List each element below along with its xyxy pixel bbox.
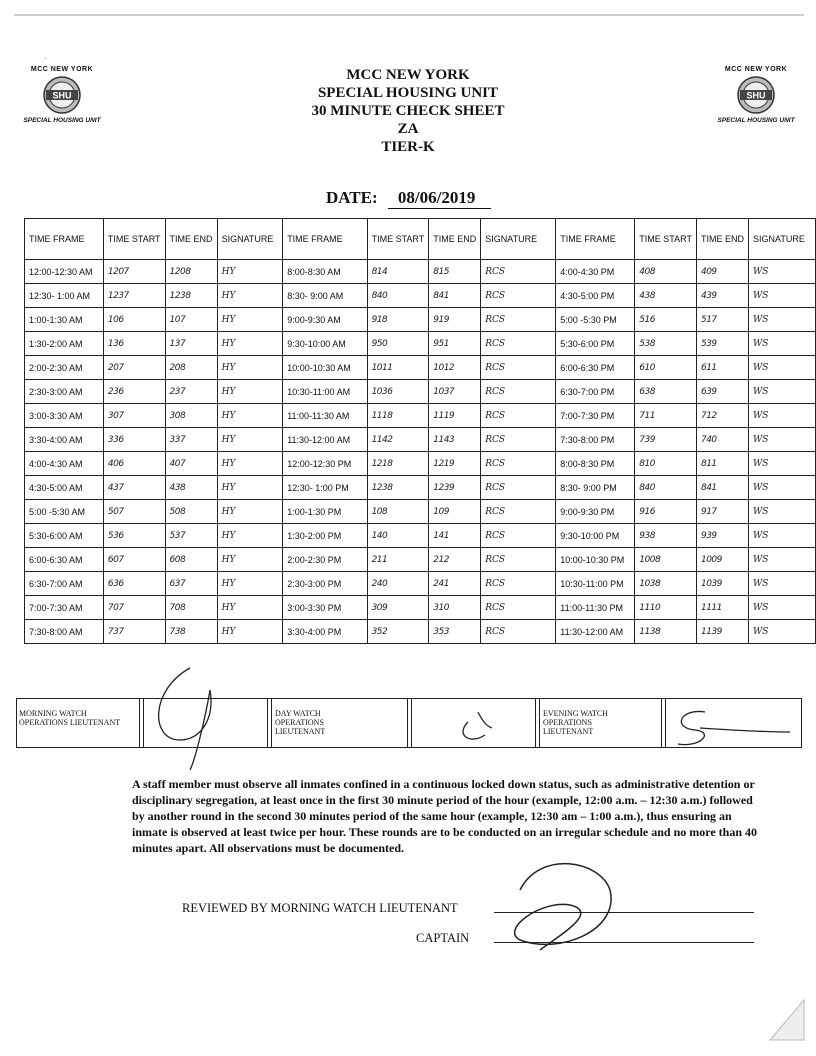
time-start-cell: 438	[635, 284, 697, 308]
signature-cell: HY	[217, 476, 283, 500]
signature-cell: WS	[748, 452, 815, 476]
time-frame-cell: 12:30- 1:00 PM	[283, 476, 367, 500]
signature-cell: HY	[217, 524, 283, 548]
time-end-cell: 611	[696, 356, 748, 380]
day-signature-mark	[463, 712, 492, 739]
time-frame-cell: 3:00-3:30 PM	[283, 596, 367, 620]
time-frame-cell: 2:30-3:00 AM	[25, 380, 104, 404]
signature-cell: WS	[748, 524, 815, 548]
time-frame-cell: 6:00-6:30 AM	[25, 548, 104, 572]
time-end-cell: 1012	[429, 356, 481, 380]
time-frame-cell: 2:00-2:30 AM	[25, 356, 104, 380]
time-end-cell: 815	[429, 260, 481, 284]
time-frame-cell: 10:00-10:30 PM	[556, 548, 635, 572]
time-start-cell: 140	[367, 524, 429, 548]
time-frame-cell: 3:00-3:30 AM	[25, 404, 104, 428]
signature-cell: WS	[748, 332, 815, 356]
signature-cell: WS	[748, 572, 815, 596]
reviewed-by-label: REVIEWED BY MORNING WATCH LIEUTENANT	[182, 901, 458, 915]
time-end-cell: 141	[429, 524, 481, 548]
time-frame-cell: 12:30- 1:00 AM	[25, 284, 104, 308]
time-frame-cell: 8:00-8:30 PM	[556, 452, 635, 476]
time-end-cell: 1139	[696, 620, 748, 644]
time-end-cell: 1009	[696, 548, 748, 572]
time-frame-cell: 9:30-10:00 AM	[283, 332, 367, 356]
time-end-cell: 212	[429, 548, 481, 572]
column-header: TIME START	[367, 219, 429, 260]
time-end-cell: 337	[165, 428, 217, 452]
time-start-cell: 1110	[635, 596, 697, 620]
time-frame-cell: 9:30-10:00 PM	[556, 524, 635, 548]
time-frame-cell: 8:30- 9:00 PM	[556, 476, 635, 500]
time-start-cell: 814	[367, 260, 429, 284]
time-start-cell: 236	[103, 380, 165, 404]
time-frame-cell: 5:30-6:00 PM	[556, 332, 635, 356]
time-frame-cell: 4:00-4:30 PM	[556, 260, 635, 284]
signature-cell: RCS	[481, 620, 556, 644]
header-line-3: 30 MINUTE CHECK SHEET	[311, 103, 505, 119]
time-frame-cell: 5:00 -5:30 PM	[556, 308, 635, 332]
time-end-cell: 439	[696, 284, 748, 308]
signature-cell: RCS	[481, 356, 556, 380]
time-frame-cell: 9:00-9:30 PM	[556, 500, 635, 524]
signature-cell: HY	[217, 572, 283, 596]
policy-notice: A staff member must observe all inmates confined in a continuous locked down status, such as administrative detention or disciplinary segregation, at least once in the first 30 minute period of the hour (example, 12:00 a.m. – 12:30 a.m.) followed by another round in the second 30 minutes period of the same hour (example, 12:30 am – 1:00 a.m.), thus ensuring an inmate is observed at least twice per hour. These rounds are to be conducted on an irregular schedule and no more than 40 minutes apart. All observations must be documented.	[132, 777, 758, 855]
time-frame-cell: 10:30-11:00 PM	[556, 572, 635, 596]
signature-cell: HY	[217, 332, 283, 356]
time-end-cell: 1039	[696, 572, 748, 596]
date-value: 08/06/2019	[388, 188, 491, 209]
time-end-cell: 712	[696, 404, 748, 428]
time-frame-cell: 1:30-2:00 AM	[25, 332, 104, 356]
column-header: TIME START	[103, 219, 165, 260]
time-end-cell: 740	[696, 428, 748, 452]
column-header: TIME END	[696, 219, 748, 260]
time-end-cell: 208	[165, 356, 217, 380]
header-line-5: TIER-K	[381, 139, 435, 155]
logo-left-top-text: MCC NEW YORK	[30, 66, 94, 73]
time-end-cell: 1219	[429, 452, 481, 476]
time-frame-cell: 2:00-2:30 PM	[283, 548, 367, 572]
time-end-cell: 1239	[429, 476, 481, 500]
time-start-cell: 1142	[367, 428, 429, 452]
signature-cell: RCS	[481, 284, 556, 308]
time-end-cell: 1238	[165, 284, 217, 308]
time-start-cell: 1038	[635, 572, 697, 596]
time-frame-cell: 4:30-5:00 AM	[25, 476, 104, 500]
time-end-cell: 109	[429, 500, 481, 524]
time-start-cell: 352	[367, 620, 429, 644]
time-start-cell: 136	[103, 332, 165, 356]
scan-speck: ·	[44, 54, 47, 63]
time-start-cell: 408	[635, 260, 697, 284]
time-frame-cell: 1:00-1:30 PM	[283, 500, 367, 524]
header-line-1: MCC NEW YORK	[346, 67, 470, 83]
reviewed-by-signature-line	[494, 912, 754, 913]
column-header: TIME FRAME	[556, 219, 635, 260]
column-header: SIGNATURE	[481, 219, 556, 260]
time-end-cell: 637	[165, 572, 217, 596]
signature-cell: RCS	[481, 260, 556, 284]
signature-cell: HY	[217, 356, 283, 380]
signature-cell: RCS	[481, 524, 556, 548]
time-frame-cell: 11:30-12:00 AM	[556, 620, 635, 644]
time-start-cell: 437	[103, 476, 165, 500]
time-frame-cell: 7:30-8:00 AM	[25, 620, 104, 644]
signature-cell: WS	[748, 500, 815, 524]
time-end-cell: 353	[429, 620, 481, 644]
time-frame-cell: 11:00-11:30 AM	[283, 404, 367, 428]
time-start-cell: 106	[103, 308, 165, 332]
time-end-cell: 310	[429, 596, 481, 620]
time-frame-cell: 6:30-7:00 AM	[25, 572, 104, 596]
time-start-cell: 840	[635, 476, 697, 500]
header-line-4: ZA	[397, 121, 419, 137]
time-start-cell: 610	[635, 356, 697, 380]
time-end-cell: 1208	[165, 260, 217, 284]
time-start-cell: 737	[103, 620, 165, 644]
time-end-cell: 939	[696, 524, 748, 548]
time-frame-cell: 12:00-12:30 AM	[25, 260, 104, 284]
time-start-cell: 1118	[367, 404, 429, 428]
time-frame-cell: 1:00-1:30 AM	[25, 308, 104, 332]
time-end-cell: 917	[696, 500, 748, 524]
time-end-cell: 407	[165, 452, 217, 476]
signature-cell: HY	[217, 308, 283, 332]
signature-cell: RCS	[481, 404, 556, 428]
time-start-cell: 507	[103, 500, 165, 524]
time-frame-cell: 9:00-9:30 AM	[283, 308, 367, 332]
column-header: TIME START	[635, 219, 697, 260]
signature-cell: HY	[217, 404, 283, 428]
time-start-cell: 607	[103, 548, 165, 572]
signature-cell: RCS	[481, 428, 556, 452]
time-frame-cell: 2:30-3:00 PM	[283, 572, 367, 596]
signature-cell: HY	[217, 548, 283, 572]
signature-cell: WS	[748, 260, 815, 284]
evening-signature-mark	[678, 711, 790, 744]
column-header: SIGNATURE	[217, 219, 283, 260]
day-watch-label: DAY WATCH OPERATIONS LIEUTENANT	[275, 709, 326, 736]
signature-cell: RCS	[481, 308, 556, 332]
time-end-cell: 308	[165, 404, 217, 428]
time-start-cell: 309	[367, 596, 429, 620]
column-header: SIGNATURE	[748, 219, 815, 260]
signature-cell: HY	[217, 284, 283, 308]
time-end-cell: 1143	[429, 428, 481, 452]
signature-cell: WS	[748, 428, 815, 452]
time-start-cell: 950	[367, 332, 429, 356]
time-start-cell: 516	[635, 308, 697, 332]
signature-cell: RCS	[481, 452, 556, 476]
time-start-cell: 108	[367, 500, 429, 524]
time-frame-cell: 5:30-6:00 AM	[25, 524, 104, 548]
time-frame-cell: 10:30-11:00 AM	[283, 380, 367, 404]
signature-cell: WS	[748, 380, 815, 404]
time-end-cell: 1119	[429, 404, 481, 428]
time-end-cell: 841	[696, 476, 748, 500]
time-end-cell: 811	[696, 452, 748, 476]
time-end-cell: 237	[165, 380, 217, 404]
column-header: TIME FRAME	[25, 219, 104, 260]
time-frame-cell: 5:00 -5:30 AM	[25, 500, 104, 524]
time-end-cell: 241	[429, 572, 481, 596]
signature-cell: RCS	[481, 572, 556, 596]
time-end-cell: 951	[429, 332, 481, 356]
time-end-cell: 639	[696, 380, 748, 404]
time-frame-cell: 10:00-10:30 AM	[283, 356, 367, 380]
signature-cell: RCS	[481, 476, 556, 500]
time-end-cell: 708	[165, 596, 217, 620]
time-end-cell: 539	[696, 332, 748, 356]
logo-emblem-text: SHU	[746, 90, 766, 101]
signature-cell: WS	[748, 596, 815, 620]
signature-cell: WS	[748, 476, 815, 500]
time-end-cell: 841	[429, 284, 481, 308]
time-start-cell: 536	[103, 524, 165, 548]
time-start-cell: 1238	[367, 476, 429, 500]
time-frame-cell: 7:00-7:30 AM	[25, 596, 104, 620]
signature-cell: WS	[748, 284, 815, 308]
morning-watch-label: MORNING WATCH OPERATIONS LIEUTENANT	[19, 709, 121, 727]
time-end-cell: 409	[696, 260, 748, 284]
time-end-cell: 1111	[696, 596, 748, 620]
time-start-cell: 1218	[367, 452, 429, 476]
time-frame-cell: 4:30-5:00 PM	[556, 284, 635, 308]
time-start-cell: 406	[103, 452, 165, 476]
captain-signature-line	[494, 942, 754, 943]
signature-cell: WS	[748, 308, 815, 332]
time-start-cell: 211	[367, 548, 429, 572]
signature-cell: HY	[217, 500, 283, 524]
time-frame-cell: 8:30- 9:00 AM	[283, 284, 367, 308]
time-start-cell: 336	[103, 428, 165, 452]
time-start-cell: 1036	[367, 380, 429, 404]
time-end-cell: 107	[165, 308, 217, 332]
time-start-cell: 707	[103, 596, 165, 620]
time-start-cell: 538	[635, 332, 697, 356]
time-start-cell: 1237	[103, 284, 165, 308]
time-frame-cell: 11:00-11:30 PM	[556, 596, 635, 620]
signature-cell: HY	[217, 428, 283, 452]
time-frame-cell: 3:30-4:00 PM	[283, 620, 367, 644]
morning-signature-mark	[159, 668, 211, 770]
column-header: TIME FRAME	[283, 219, 367, 260]
signature-cell: RCS	[481, 332, 556, 356]
time-start-cell: 1011	[367, 356, 429, 380]
time-frame-cell: 7:30-8:00 PM	[556, 428, 635, 452]
signature-cell: WS	[748, 548, 815, 572]
time-start-cell: 810	[635, 452, 697, 476]
signature-cell: HY	[217, 596, 283, 620]
signature-cell: RCS	[481, 380, 556, 404]
time-end-cell: 137	[165, 332, 217, 356]
time-end-cell: 508	[165, 500, 217, 524]
time-end-cell: 438	[165, 476, 217, 500]
time-frame-cell: 8:00-8:30 AM	[283, 260, 367, 284]
signature-cell: RCS	[481, 548, 556, 572]
time-frame-cell: 12:00-12:30 PM	[283, 452, 367, 476]
time-start-cell: 739	[635, 428, 697, 452]
time-frame-cell: 4:00-4:30 AM	[25, 452, 104, 476]
signature-cell: RCS	[481, 500, 556, 524]
time-end-cell: 919	[429, 308, 481, 332]
time-end-cell: 1037	[429, 380, 481, 404]
time-start-cell: 938	[635, 524, 697, 548]
time-start-cell: 636	[103, 572, 165, 596]
column-header: TIME END	[165, 219, 217, 260]
time-start-cell: 711	[635, 404, 697, 428]
time-start-cell: 1008	[635, 548, 697, 572]
time-start-cell: 240	[367, 572, 429, 596]
time-start-cell: 1138	[635, 620, 697, 644]
time-end-cell: 517	[696, 308, 748, 332]
header-line-2: SPECIAL HOUSING UNIT	[317, 85, 499, 101]
logo-left-bottom-text: SPECIAL HOUSING UNIT	[23, 117, 101, 124]
logo-emblem-text: SHU	[52, 90, 72, 101]
column-header: TIME END	[429, 219, 481, 260]
time-start-cell: 207	[103, 356, 165, 380]
evening-watch-label: EVENING WATCH OPERATIONS LIEUTENANT	[543, 709, 608, 736]
signature-cell: WS	[748, 356, 815, 380]
signature-cell: WS	[748, 404, 815, 428]
time-frame-cell: 6:30-7:00 PM	[556, 380, 635, 404]
captain-signature-mark	[515, 864, 611, 950]
time-frame-cell: 6:00-6:30 PM	[556, 356, 635, 380]
time-start-cell: 916	[635, 500, 697, 524]
signature-cell: HY	[217, 620, 283, 644]
logo-right-top-text: MCC NEW YORK	[724, 66, 788, 73]
time-frame-cell: 11:30-12:00 AM	[283, 428, 367, 452]
time-frame-cell: 1:30-2:00 PM	[283, 524, 367, 548]
captain-label: CAPTAIN	[416, 931, 470, 945]
time-start-cell: 1207	[103, 260, 165, 284]
signature-cell: HY	[217, 260, 283, 284]
time-frame-cell: 7:00-7:30 PM	[556, 404, 635, 428]
time-end-cell: 537	[165, 524, 217, 548]
time-start-cell: 918	[367, 308, 429, 332]
time-frame-cell: 3:30-4:00 AM	[25, 428, 104, 452]
page-corner-fold	[770, 1000, 804, 1040]
signature-cell: RCS	[481, 596, 556, 620]
signature-cell: HY	[217, 380, 283, 404]
time-end-cell: 738	[165, 620, 217, 644]
signature-cell: WS	[748, 620, 815, 644]
time-start-cell: 638	[635, 380, 697, 404]
time-start-cell: 307	[103, 404, 165, 428]
time-start-cell: 840	[367, 284, 429, 308]
time-end-cell: 608	[165, 548, 217, 572]
signature-cell: HY	[217, 452, 283, 476]
date-label: DATE:	[326, 188, 378, 207]
logo-right-bottom-text: SPECIAL HOUSING UNIT	[717, 117, 795, 124]
